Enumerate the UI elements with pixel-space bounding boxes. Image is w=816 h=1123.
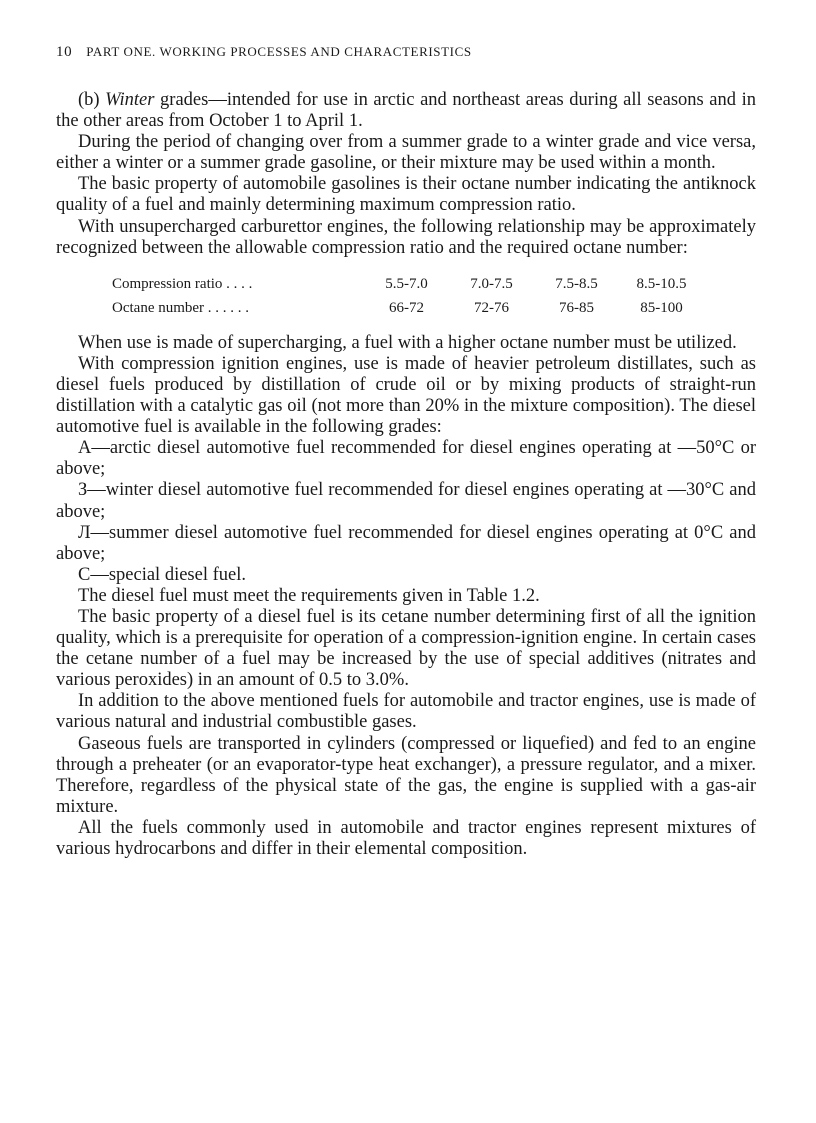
winter-rest: grades—intended for use in arctic and northeast areas during all seasons and in the other areas from October 1 to April 1. bbox=[56, 90, 756, 132]
running-header bbox=[56, 44, 756, 61]
page-number: 10 bbox=[56, 44, 73, 60]
paragraph: The basic property of a diesel fuel is its cetane number determining first of all the ignition quality, which is a prerequisite for operation of a compression-ignition engine. In certain cases the cetane number of a fuel may be increased by the use of special additives (nitrates and various peroxides) in an amount of 0.5 to 3.0%. bbox=[56, 606, 756, 691]
paragraph-grade-special: C—special diesel fuel. bbox=[78, 564, 246, 585]
row-label: Octane number . . . . . . bbox=[112, 299, 250, 316]
table-cell: 7.5-8.5 bbox=[555, 275, 598, 292]
paragraph-grade-winter: З—winter diesel automotive fuel recommended for diesel engines operating at —30°C and above; bbox=[56, 480, 756, 522]
paragraph: Gaseous fuels are transported in cylinders (compressed or liquefied) and fed to an engine through a preheater (or an evaporator-type heat exchanger), a pressure regulator, and a mixer. Therefore, regardless of the physical state of the gas, the engine is supplied with a gas-air mixture. bbox=[56, 733, 756, 817]
paragraph: When use is made of supercharging, a fuel with a higher octane number must be utilized. bbox=[78, 332, 737, 353]
table-cell: 76-85 bbox=[559, 299, 594, 316]
paragraph: With compression ignition engines, use is made of heavier petroleum distillates, such as diesel fuels produced by distillation of crude oil or by mixing products of straight-run distillation with a catalytic gas oil (not more than 20% in the mixture composition). The diesel automotive fuel is available in the following grades: bbox=[56, 353, 756, 438]
body-text bbox=[56, 90, 756, 860]
paragraph: During the period of changing over from a summer grade to a winter grade and vice versa, either a winter or a summer grade gasoline, or their mixture may be used within a month. bbox=[56, 132, 756, 174]
table-cell: 85-100 bbox=[640, 299, 683, 316]
running-title: PART ONE. WORKING PROCESSES AND CHARACTERISTICS bbox=[86, 44, 472, 59]
paragraph-grade-summer: Л—summer diesel automotive fuel recommended for diesel engines operating at 0°C and above; bbox=[56, 522, 756, 564]
paragraph-grade-arctic: A—arctic diesel automotive fuel recommended for diesel engines operating at —50°C or above; bbox=[56, 438, 756, 480]
paragraph-winter-grades bbox=[56, 90, 756, 132]
table-cell: 72-76 bbox=[474, 299, 509, 316]
winter-italic: Winter bbox=[105, 90, 155, 110]
paragraph: With unsupercharged carburettor engines, the following relationship may be approximately recognized between the allowable compression ratio and the required octane number: bbox=[56, 216, 756, 258]
table-row-octane-number bbox=[112, 296, 704, 320]
paragraph: All the fuels commonly used in automobile and tractor engines represent mixtures of various hydrocarbons and differ in their elemental composition. bbox=[56, 817, 756, 859]
row-label: Compression ratio . . . . bbox=[112, 275, 253, 292]
table-cell: 5.5-7.0 bbox=[385, 275, 428, 292]
table-cell: 8.5-10.5 bbox=[636, 275, 687, 292]
table-cell: 66-72 bbox=[389, 299, 424, 316]
winter-prefix: (b) bbox=[78, 90, 106, 110]
paragraph: The diesel fuel must meet the requirements given in Table 1.2. bbox=[78, 585, 540, 606]
paragraph: The basic property of automobile gasolines is their octane number indicating the antiknock quality of a fuel and mainly determining maximum compression ratio. bbox=[56, 174, 756, 216]
table-row-compression-ratio bbox=[112, 272, 704, 296]
table-cell: 7.0-7.5 bbox=[470, 275, 513, 292]
paragraph: In addition to the above mentioned fuels for automobile and tractor engines, use is made of various natural and industrial combustible gases. bbox=[56, 691, 756, 733]
compression-octane-table bbox=[112, 272, 704, 320]
